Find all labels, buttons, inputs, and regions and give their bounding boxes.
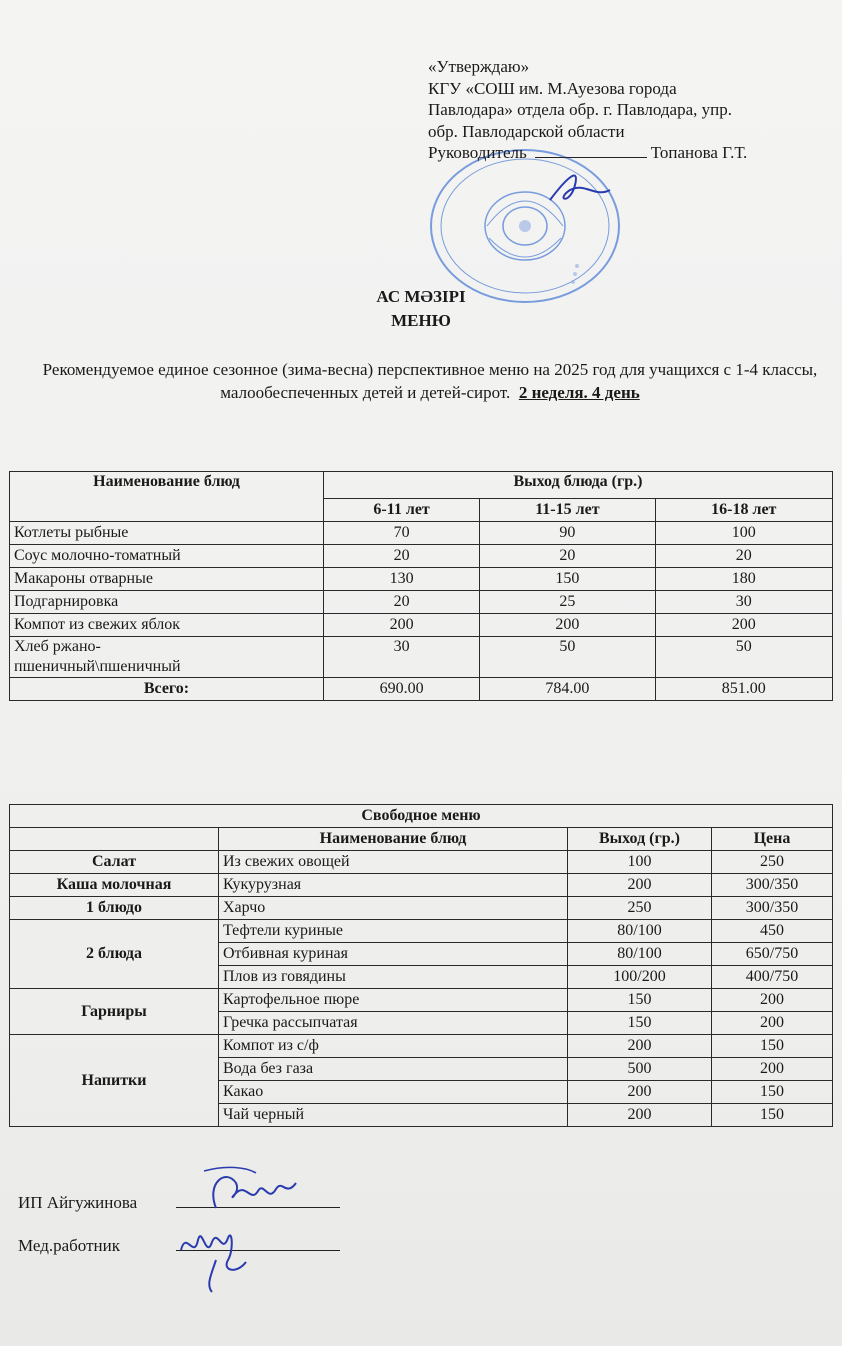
dish-name: Макароны отварные — [10, 568, 324, 591]
dish-price: 150 — [712, 1081, 833, 1104]
dish-value: 100 — [655, 522, 832, 545]
dish-name: Тефтели куриные — [219, 920, 568, 943]
dish-value: 25 — [480, 591, 655, 614]
table-row — [10, 522, 833, 545]
dish-name: Соус молочно-томатный — [10, 545, 324, 568]
col-header-age-3: 16-18 лет — [655, 499, 832, 522]
dish-output: 80/100 — [568, 920, 712, 943]
medic-label: Мед.работник — [18, 1236, 120, 1255]
category-cell: 2 блюда — [10, 920, 219, 989]
dish-price: 250 — [712, 851, 833, 874]
dish-price: 200 — [712, 1058, 833, 1081]
dish-value: 200 — [655, 614, 832, 637]
total-value: 690.00 — [324, 678, 480, 701]
dish-name: Картофельное пюре — [219, 989, 568, 1012]
dish-value: 50 — [480, 637, 655, 678]
table-row — [10, 637, 833, 678]
total-value: 851.00 — [655, 678, 832, 701]
dish-value: 150 — [480, 568, 655, 591]
col-header-dish-name: Наименование блюд — [219, 828, 568, 851]
document-title — [0, 285, 842, 333]
dish-name: Харчо — [219, 897, 568, 920]
dish-value: 70 — [324, 522, 480, 545]
dish-value: 20 — [655, 545, 832, 568]
table-row — [10, 568, 833, 591]
free-menu-title: Свободное меню — [10, 805, 833, 828]
table-row — [10, 989, 833, 1012]
dish-value: 30 — [324, 637, 480, 678]
dish-value: 200 — [324, 614, 480, 637]
table-row — [10, 920, 833, 943]
approval-block — [428, 56, 828, 164]
dish-price: 150 — [712, 1035, 833, 1058]
dish-name: Хлеб ржано-пшеничный\пшеничный — [10, 637, 324, 678]
col-header-age-2: 11-15 лет — [480, 499, 655, 522]
dish-price: 650/750 — [712, 943, 833, 966]
category-cell: Салат — [10, 851, 219, 874]
dish-price: 450 — [712, 920, 833, 943]
approval-line-1: КГУ «СОШ им. М.Ауезова города — [428, 78, 677, 98]
dish-value: 90 — [480, 522, 655, 545]
dish-name: Гречка рассыпчатая — [219, 1012, 568, 1035]
table-row — [10, 897, 833, 920]
table-row — [10, 1035, 833, 1058]
dish-output: 500 — [568, 1058, 712, 1081]
free-menu-table — [9, 804, 833, 1127]
director-signature-icon — [540, 160, 620, 210]
dish-name: Какао — [219, 1081, 568, 1104]
dish-name: Вода без газа — [219, 1058, 568, 1081]
dish-name: Из свежих овощей — [219, 851, 568, 874]
title-kz: АС МӘЗІРІ — [376, 287, 466, 306]
col-header-category — [10, 828, 219, 851]
dish-value: 50 — [655, 637, 832, 678]
dish-price: 200 — [712, 989, 833, 1012]
dish-output: 200 — [568, 874, 712, 897]
dish-name: Отбивная куриная — [219, 943, 568, 966]
dish-output: 80/100 — [568, 943, 712, 966]
table-row — [10, 591, 833, 614]
dish-output: 150 — [568, 1012, 712, 1035]
dish-price: 200 — [712, 1012, 833, 1035]
approval-heading: «Утверждаю» — [428, 57, 530, 76]
table-row — [10, 851, 833, 874]
description-text: Рекомендуемое единое сезонное (зима-весна) перспективное меню на 2025 год для учащихся с 1-4 классы, малообеспеченных детей и детей-сирот. — [42, 360, 818, 402]
dish-value: 20 — [480, 545, 655, 568]
dish-output: 100 — [568, 851, 712, 874]
dish-value: 20 — [324, 545, 480, 568]
dish-value: 180 — [655, 568, 832, 591]
dish-output: 150 — [568, 989, 712, 1012]
dish-price: 150 — [712, 1104, 833, 1127]
dish-name: Чай черный — [219, 1104, 568, 1127]
dish-price: 300/350 — [712, 897, 833, 920]
main-menu-table — [9, 471, 833, 701]
category-cell: 1 блюдо — [10, 897, 219, 920]
total-row — [10, 678, 833, 701]
total-label: Всего: — [10, 678, 324, 701]
supplier-signature-icon — [196, 1163, 306, 1223]
dish-output: 100/200 — [568, 966, 712, 989]
dish-name: Кукурузная — [219, 874, 568, 897]
table-row — [10, 545, 833, 568]
dish-output: 200 — [568, 1104, 712, 1127]
col-header-age-1: 6-11 лет — [324, 499, 480, 522]
dish-name: Котлеты рыбные — [10, 522, 324, 545]
dish-value: 200 — [480, 614, 655, 637]
table-row — [10, 614, 833, 637]
dish-output: 250 — [568, 897, 712, 920]
medic-signature-icon — [176, 1220, 266, 1295]
col-header-output: Выход (гр.) — [568, 828, 712, 851]
signer-name: Топанова Г.Т. — [650, 143, 748, 162]
col-header-price: Цена — [712, 828, 833, 851]
dish-price: 300/350 — [712, 874, 833, 897]
dish-name: Компот из свежих яблок — [10, 614, 324, 637]
supplier-label: ИП Айгужинова — [18, 1193, 138, 1212]
dish-name: Плов из говядины — [219, 966, 568, 989]
dish-name: Компот из с/ф — [219, 1035, 568, 1058]
category-cell: Напитки — [10, 1035, 219, 1127]
menu-description — [40, 358, 820, 404]
title-ru: МЕНЮ — [391, 311, 451, 330]
dish-output: 200 — [568, 1035, 712, 1058]
dish-value: 20 — [324, 591, 480, 614]
dish-value: 130 — [324, 568, 480, 591]
dish-name: Подгарнировка — [10, 591, 324, 614]
dish-value: 30 — [655, 591, 832, 614]
dish-output: 200 — [568, 1081, 712, 1104]
col-header-dish-name: Наименование блюд — [10, 472, 324, 522]
week-day-label: 2 неделя. 4 день — [518, 383, 640, 402]
approval-line-3: обр. Павлодарской области — [428, 121, 625, 141]
category-cell: Гарниры — [10, 989, 219, 1035]
signature-line — [535, 145, 647, 158]
table-row — [10, 874, 833, 897]
category-cell: Каша молочная — [10, 874, 219, 897]
col-header-output: Выход блюда (гр.) — [324, 472, 833, 499]
signer-role: Руководитель — [428, 143, 527, 162]
approval-line-2: Павлодара» отдела обр. г. Павлодара, упр. — [428, 100, 732, 119]
dish-price: 400/750 — [712, 966, 833, 989]
total-value: 784.00 — [480, 678, 655, 701]
